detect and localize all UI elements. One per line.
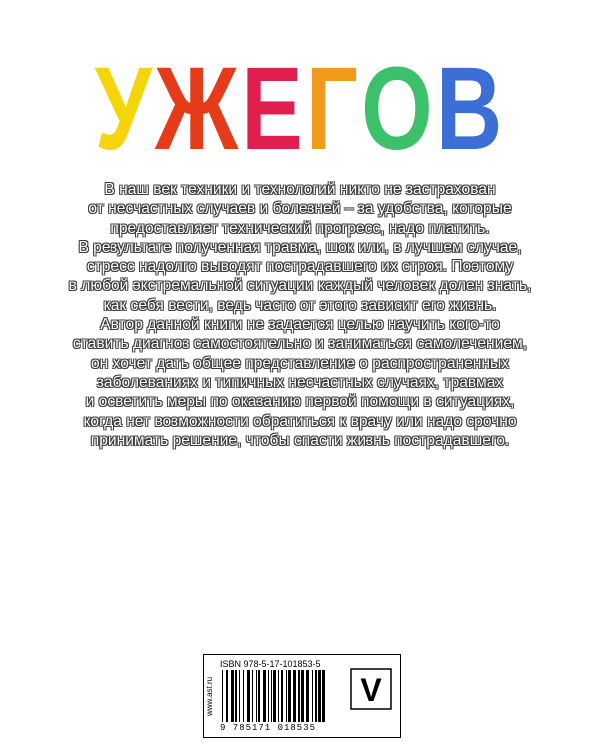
barcode-bar: [288, 670, 291, 722]
description-line: когда нет возможности обратиться к врачу или надо срочно: [83, 412, 517, 430]
description-line: предоставляет технический прогресс, надо платить.: [110, 219, 490, 237]
publisher-logo-icon: [350, 668, 392, 710]
description-line: от несчастных случаев и болезней – за удобства, которые: [88, 200, 512, 218]
description-line: он хочет дать общее представление о распространенных: [90, 354, 510, 372]
barcode-bar: [318, 670, 321, 722]
barcode-bar: [226, 670, 228, 722]
isbn-label: ISBN 978-5-17-101853-5: [220, 659, 321, 669]
barcode-bar: [263, 670, 266, 722]
barcode-bar: [247, 670, 250, 722]
barcode-bar: [281, 670, 283, 722]
barcode-bar: [239, 670, 240, 722]
title-letter: О: [361, 43, 436, 175]
barcode-bar: [306, 670, 309, 722]
barcode-bar: [256, 670, 257, 722]
description-line: стресс надолго выводят пострадавшего их строя. Поэтому: [86, 258, 514, 276]
barcode-bar: [322, 670, 325, 722]
barcode-bar: [273, 670, 276, 722]
description-line: заболеваниях и типичных несчастных случаях, травмах: [96, 373, 504, 391]
barcode-bar: [298, 670, 300, 722]
title-letter: В: [435, 43, 506, 175]
barcode-bar: [222, 670, 223, 722]
description-line: ставить диагноз самостоятельно и заниматься самолечением,: [72, 335, 528, 353]
title-letter: Ж: [154, 43, 242, 175]
title-letter: Е: [241, 43, 306, 175]
svg-text:V: V: [360, 672, 382, 708]
barcode-bar: [231, 670, 234, 722]
barcode-bar: [278, 670, 279, 722]
barcode-bar: [271, 670, 272, 722]
description-line: В результате полученная травма, шок или, в лучшем случае,: [78, 238, 522, 256]
barcode-bar: [268, 670, 269, 722]
barcode-bar: [235, 670, 237, 722]
description-line: принимать решение, чтобы спасти жизнь пострадавшего.: [90, 431, 510, 449]
barcode-bars: [220, 670, 342, 722]
title-letter: У: [94, 43, 155, 175]
title-letter: Г: [305, 43, 362, 175]
barcode-bar: [312, 670, 313, 722]
description-line: в любой экстремальной ситуации каждый человек долен знать,: [68, 277, 532, 295]
description-line: В наш век техники и технологий никто не застрахован: [104, 181, 496, 198]
barcode-bar: [301, 670, 304, 722]
barcode-bar: [252, 670, 253, 722]
book-title: [66, 44, 534, 174]
barcode-bar: [315, 670, 317, 722]
barcode-block: [203, 654, 401, 738]
ean-number: 9 785171 018535: [220, 723, 317, 733]
description-line: Автор данной книги не задается целью научить кого-то: [100, 316, 500, 334]
barcode-bar: [243, 670, 244, 722]
description-line: и осветить меры по оказанию первой помощи в ситуациях,: [85, 393, 515, 411]
barcode-bar: [286, 670, 287, 722]
publisher-url: www.ast.ru: [205, 676, 214, 716]
barcode-bar: [293, 670, 296, 722]
barcode-bar: [258, 670, 260, 722]
book-description: [60, 180, 540, 450]
description-line: как себя вести, ведь часто от этого зависит его жизнь.: [103, 296, 497, 314]
